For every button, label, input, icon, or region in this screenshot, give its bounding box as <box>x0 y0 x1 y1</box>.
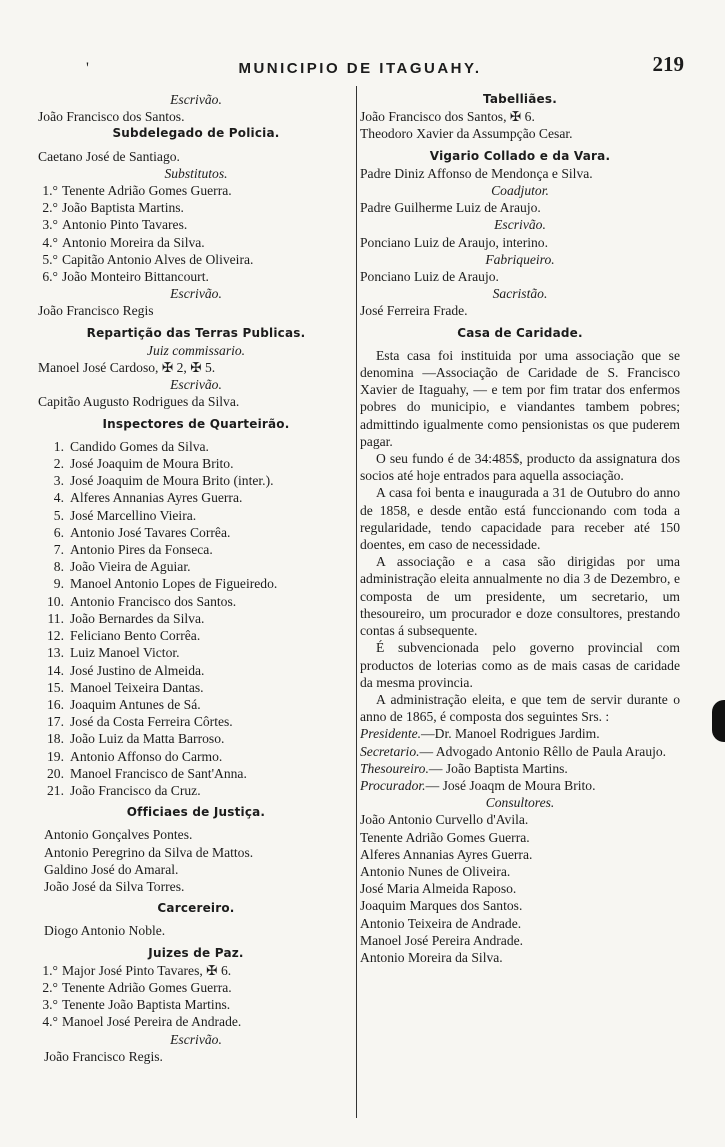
section-label: Juiz commissario. <box>146 342 246 358</box>
page-number: 219 <box>652 52 684 76</box>
list-item: Tenente Adrião Gomes Guerra. <box>360 829 530 845</box>
list-item: Procurador.— José Joaqm de Moura Brito. <box>360 777 596 793</box>
officers-list <box>360 725 680 794</box>
paragraph: A associação e a casa são dirigidas por uma administração eleita annualmente no dia 3 de Dezembro, e composta de um presidente, um secretario, um thesoureiro, um procurador e doze consultores, prestando contas á subsequente. <box>360 554 680 639</box>
list-item: Joaquim Marques dos Santos. <box>360 898 523 914</box>
list-item: 7. Antonio Pires da Fonseca. <box>53 542 213 558</box>
list-item: 4. Alferes Annanias Ayres Guerra. <box>53 490 243 506</box>
list-item: 13. Luiz Manoel Victor. <box>47 645 180 661</box>
list-item: 2.° Tenente Adrião Gomes Guerra. <box>42 979 232 995</box>
list-item: João Antonio Curvello d'Avila. <box>360 812 529 828</box>
section-heading: Repartição das Terras Publicas. <box>86 325 306 340</box>
list-item: 18. João Luiz da Matta Barroso. <box>47 731 225 747</box>
juizes-list <box>38 962 354 1031</box>
entry: João Francisco dos Santos. <box>38 109 185 125</box>
list-item: 3.° Antonio Pinto Tavares. <box>42 217 188 233</box>
section-label: Coadjutor. <box>491 183 549 199</box>
right-column <box>360 91 680 966</box>
paragraph: A administração eleita, e que tem de servir durante o anno de 1865, é composta dos seguintes Srs. : <box>360 691 680 725</box>
list-item: 14. José Justino de Almeida. <box>47 662 205 678</box>
list-item: 4.° Antonio Moreira da Silva. <box>42 234 205 250</box>
list-item: 1.° Major José Pinto Tavares, ✠ 6. <box>42 962 232 978</box>
list-item: 16. Joaquim Antunes de Sá. <box>47 696 201 712</box>
section-label: Escrivão. <box>170 1031 222 1047</box>
section-label: Substitutos. <box>164 165 228 181</box>
list-item: 4.° Manoel José Pereira de Andrade. <box>42 1014 242 1030</box>
list-item: 6.° João Monteiro Bittancourt. <box>42 269 209 285</box>
consultores-list <box>360 811 680 966</box>
section-heading: Inspectores de Quarteirão. <box>102 416 290 431</box>
section-label: Escrivão. <box>170 377 222 393</box>
list-item: Theodoro Xavier da Assumpção Cesar. <box>360 126 573 142</box>
list-item: Presidente.—Dr. Manoel Rodrigues Jardim. <box>360 726 600 742</box>
section-label: Escrivão. <box>494 217 546 233</box>
paragraph: Esta casa foi instituida por uma associação que se denomina —Associação de Caridade de S. Francisco Xavier de Itaguahy, — e tem por fim tratar dos enfermos pobres do municipio, e viandantes tambem pobres; admittindo igualmente como pensionistas os que puderem pagar. <box>360 347 680 449</box>
section-heading: Tabelliães. <box>483 92 557 106</box>
paragraph: A casa foi benta e inaugurada a 31 de Outubro do anno de 1858, e desde então está funccionando com toda a regularidade, tendo capacidade para receber até 150 doentes, em caso de necessidade. <box>360 485 680 553</box>
list-item: 2.° João Baptista Martins. <box>42 200 184 216</box>
left-column <box>38 91 354 1065</box>
column-divider <box>356 86 357 1118</box>
list-item: 1.° Tenente Adrião Gomes Guerra. <box>42 183 232 199</box>
page-title: MUNICIPIO DE ITAGUAHY. <box>238 60 482 77</box>
paragraph: É subvencionada pelo governo provincial com productos de loterias como as de mais casas de caridade da mesma provincia. <box>360 640 680 690</box>
list-item: Galdino José do Amaral. <box>44 861 179 877</box>
page-mark: ' <box>86 60 89 77</box>
list-item: 3.° Tenente João Baptista Martins. <box>42 997 231 1013</box>
list-item: Antonio Teixeira de Andrade. <box>360 915 522 931</box>
entry: João Francisco Regis. <box>44 1048 163 1064</box>
list-item: 19. Antonio Affonso do Carmo. <box>47 748 223 764</box>
entry: Caetano José de Santiago. <box>38 148 180 164</box>
list-item: 1. Candido Gomes da Silva. <box>53 438 209 454</box>
paragraph: O seu fundo é de 34:485$, producto da assignatura dos socios até hoje entrados para aquella associação. <box>360 451 680 484</box>
entry: Ponciano Luiz de Araujo. <box>360 269 499 285</box>
list-item: João José da Silva Torres. <box>44 878 185 894</box>
entry: Diogo Antonio Noble. <box>44 923 166 939</box>
officiaes-list <box>38 826 354 895</box>
list-item: 11. João Bernardes da Silva. <box>47 610 205 626</box>
list-item: 12. Feliciano Bento Corrêa. <box>47 628 201 644</box>
list-item: 8. João Vieira de Aguiar. <box>53 559 191 575</box>
section-heading: Officiaes de Justiça. <box>126 805 266 820</box>
section-heading: Vigario Collado e da Vara. <box>429 148 611 163</box>
entry: Capitão Augusto Rodrigues da Silva. <box>38 394 240 410</box>
section-heading: Juizes de Paz. <box>148 945 244 960</box>
list-item: 15. Manoel Teixeira Dantas. <box>47 679 204 695</box>
list-item: Alferes Annanias Ayres Guerra. <box>360 846 533 862</box>
section-label: Consultores. <box>485 795 555 811</box>
ink-blot <box>712 700 725 742</box>
list-item: 3. José Joaquim de Moura Brito (inter.). <box>53 473 274 489</box>
entry: Padre Guilherme Luiz de Araujo. <box>360 200 541 216</box>
list-item: Antonio Peregrino da Silva de Mattos. <box>44 844 254 860</box>
entry: José Ferreira Frade. <box>360 303 468 319</box>
section-heading: Casa de Caridade. <box>457 325 583 340</box>
list-item: Antonio Gonçalves Pontes. <box>44 827 193 843</box>
page-header <box>30 52 690 82</box>
list-item: Antonio Nunes de Oliveira. <box>360 863 511 879</box>
list-item: 5. José Marcellino Vieira. <box>53 507 197 523</box>
section-heading: Subdelegado de Policia. <box>112 126 280 141</box>
list-item: Thesoureiro.— João Baptista Martins. <box>360 760 568 776</box>
list-item: 6. Antonio José Tavares Corrêa. <box>53 524 231 540</box>
entry: João Francisco Regis <box>38 303 154 319</box>
list-item: 5.° Capitão Antonio Alves de Oliveira. <box>42 251 254 267</box>
section-label: Fabriqueiro. <box>485 251 555 267</box>
list-item: João Francisco dos Santos, ✠ 6. <box>360 109 535 125</box>
list-item: 21. João Francisco da Cruz. <box>47 782 201 798</box>
section-label: Escrivão. <box>170 286 222 302</box>
list-item: 20. Manoel Francisco de Sant'Anna. <box>47 765 247 781</box>
list-item: 17. José da Costa Ferreira Côrtes. <box>47 714 233 730</box>
list-item: José Maria Almeida Raposo. <box>360 881 517 897</box>
entry: Manoel José Cardoso, ✠ 2, ✠ 5. <box>38 360 216 376</box>
list-item: Secretario.— Advogado Antonio Rêllo de Paula Araujo. <box>360 743 667 759</box>
section-heading: Carcereiro. <box>157 901 235 916</box>
list-item: 9. Manoel Antonio Lopes de Figueiredo. <box>53 576 278 592</box>
substitutos-list <box>38 182 354 285</box>
section-label: Sacristão. <box>492 286 548 302</box>
list-item: 10. Antonio Francisco dos Santos. <box>47 593 237 609</box>
list-item: Manoel José Pereira Andrade. <box>360 932 524 948</box>
list-item: Antonio Moreira da Silva. <box>360 949 503 965</box>
entry: Ponciano Luiz de Araujo, interino. <box>360 234 549 250</box>
entry: Padre Diniz Affonso de Mendonça e Silva. <box>360 165 593 181</box>
section-label: Escrivão. <box>170 92 222 107</box>
inspectores-list <box>38 438 354 799</box>
list-item: 2. José Joaquim de Moura Brito. <box>53 456 234 472</box>
